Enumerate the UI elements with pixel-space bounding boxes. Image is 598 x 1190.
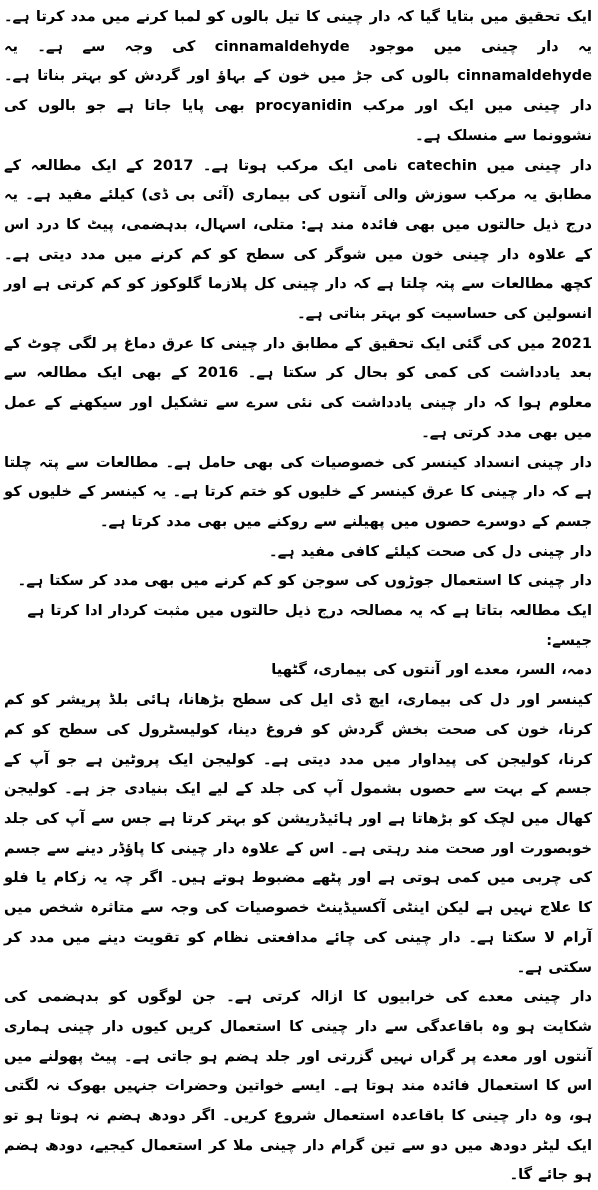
paragraph-heart-health: دار چینی دل کی صحت کیلئے کافی مفید ہے۔: [269, 542, 592, 560]
paragraph-conditions-list: دمہ، السر، معدے اور آنتوں کی بیماری، گٹھیا: [271, 661, 592, 679]
paragraph-anticancer: دار چینی انسداد کینسر کی خصوصیات کی بھی حامل ہے۔ مطالعات سے پتہ چلتا ہے کہ دار چینی کا عرق کینسر کے خلیوں کو ختم کرتا ہے۔ یہ کینسر کے خلیوں کو جسم کے دوسرے حصوں میں پھیلنے سے روکنے میں بھی مدد کرتا ہے۔: [4, 453, 592, 530]
paragraph-digestion-and-blood-sugar: دار چینی میں catechin نامی ایک مرکب ہوتا ہے۔ 2017 کے ایک مطالعہ کے مطابق یہ مرکب سوزش والی آنتوں کی بیماری (آئی بی ڈی) کیلئے مفید ہے۔ یہ درج ذیل حالتوں میں بھی فائدہ مند ہے: متلی، اسہال، بدہضمی، پیٹ کا درد اس کے علاوہ دار چینی خون میں شوگر کی سطح کو کم کرنے میں مدد دیتی ہے۔ کچھ مطالعات سے پتہ چلتا ہے کہ دار چینی کل پلازما گلوکوز کو کم کرتی ہے اور انسولین کی حساسیت کو بہتر بناتی ہے۔: [4, 156, 592, 323]
paragraph-study-intro: ایک مطالعہ بتاتا ہے کہ یہ مصالحہ درج ذیل حالتوں میں مثبت کردار ادا کرتا ہے جیسے:: [27, 602, 592, 649]
paragraph-hair-growth: ایک تحقیق میں بتایا گیا کہ دار چینی کا تیل بالوں کو لمبا کرنے میں مدد کرتا ہے۔ یہ دار چینی میں موجود cinnamaldehyde کی وجہ سے ہے۔ یہ cinnamaldehyde بالوں کی جڑ میں خون کے بہاؤ اور گردش کو بہتر بناتا ہے۔ دار چینی میں ایک اور مرکب procyanidin بھی پایا جاتا ہے جو بالوں کی نشوونما سے منسلک ہے۔: [4, 8, 593, 144]
paragraph-joint-swelling: دار چینی کا استعمال جوڑوں کی سوجن کو کم کرنے میں بھی مدد کر سکتا ہے۔: [17, 572, 592, 590]
paragraph-collagen-and-immunity: کینسر اور دل کی بیماری، ایچ ڈی ایل کی سطح بڑھانا، ہائی بلڈ پریشر کو کم کرنا، خون کی صحت بخش گردش کو فروغ دینا، کولیسٹرول کی سطح کو کم کرنا، کولیجن کی پیداوار میں مدد دیتی ہے۔ کولیجن ایک پروٹین ہے جو آپ کے جسم کے بہت سے حصوں بشمول آپ کی جلد کے لیے ایک بنیادی جز ہے۔ کولیجن کھال میں لچک کو بڑھاتا ہے اور ہائیڈریشن کو بہتر کرتا ہے جس سے آپ کی جلد خوبصورت اور صحت مند رہتی ہے۔ اس کے علاوہ دار چینی کا پاؤڈر دینے سے جسم کی چربی میں کمی ہوتی ہے اور پٹھے مضبوط ہوتے ہیں۔ اگر چہ یہ زکام یا فلو کا علاج نہیں ہے لیکن اینٹی آکسیڈینٹ خصوصیات کی وجہ سے متاثرہ شخص میں آرام لا سکتا ہے۔ دار چینی کی چائے مدافعتی نظام کو تقویت دینے میں مدد کر سکتی ہے۔: [4, 691, 592, 976]
paragraph-memory: 2021 میں کی گئی ایک تحقیق کے مطابق دار چینی کا عرق دماغ پر لگی چوٹ کے بعد یادداشت کی کمی کو بحال کر سکتا ہے۔ 2016 کے بھی ایک مطالعہ سے معلوم ہوا کہ دار چینی یادداشت کی نئی سرے سے تشکیل اور سیکھنے کے عمل میں بھی مدد کرتی ہے۔: [4, 334, 593, 441]
article-body: [4, 2, 592, 1190]
paragraph-stomach: دار چینی معدے کی خرابیوں کا ازالہ کرتی ہے۔ جن لوگوں کو بدہضمی کی شکایت ہو وہ باقاعدگی سے دار چینی کا استعمال کریں کیوں دار چینی ہماری آنتوں اور معدے پر گراں نہیں گزرتی اور جلد ہضم ہو جاتی ہے۔ پیٹ پھولنے میں اس کا استعمال فائدہ مند ہوتا ہے۔ ایسے خواتین وحضرات جنہیں بھوک نہ لگتی ہو، وہ دار چینی کا باقاعدہ استعمال شروع کریں۔ اگر دودھ ہضم نہ ہوتا ہو تو ایک لیٹر دودھ میں دو سے تین گرام دار چینی ملا کر استعمال کیجیے، دودھ ہضم ہو جائے گا۔: [4, 988, 592, 1184]
